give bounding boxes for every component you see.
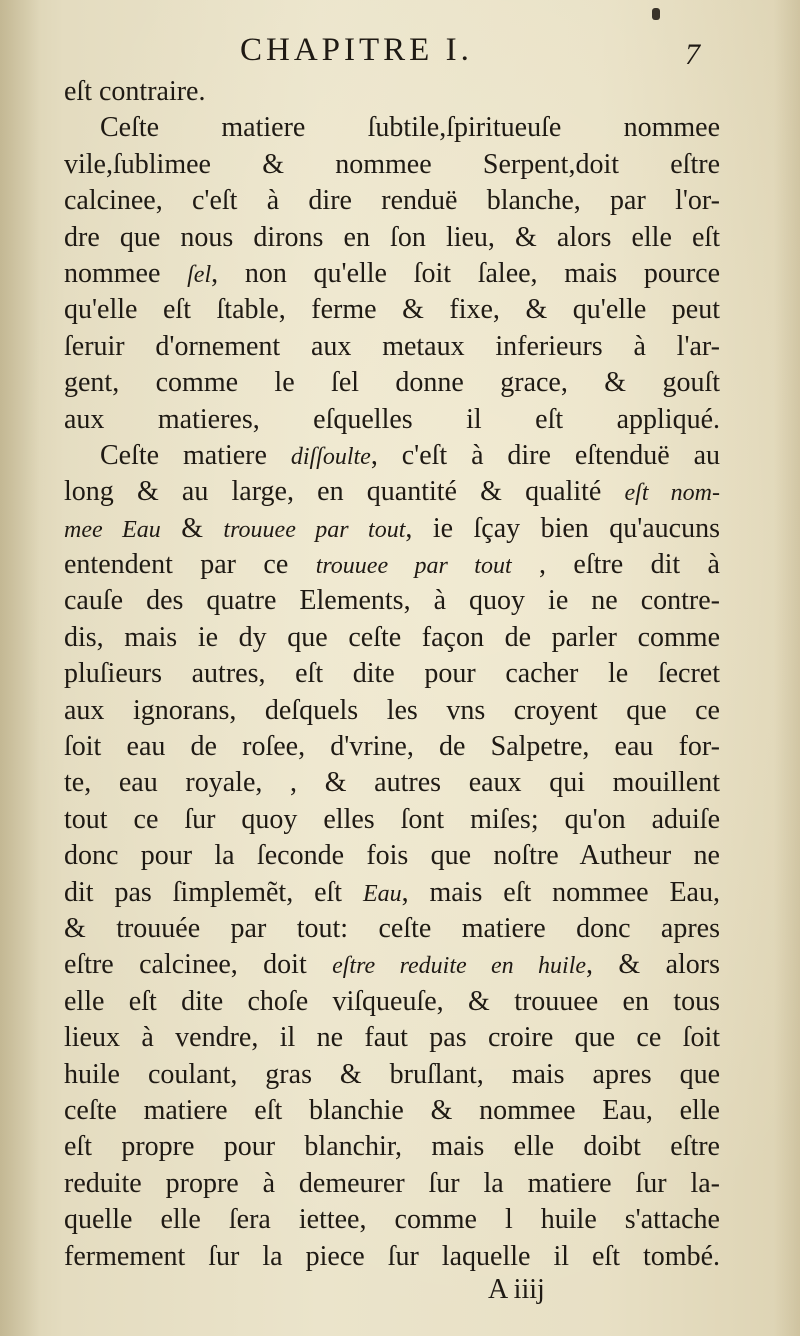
- text-line: [64, 1239, 720, 1275]
- text-line: [64, 1166, 720, 1202]
- text-segment: ceſte matiere eſt blanchie & nommee Eau, elle: [64, 1094, 720, 1126]
- text-line: [64, 256, 720, 292]
- text-segment: huile coulant, gras & bruſlant, mais apres que: [64, 1058, 720, 1090]
- text-line: [64, 1093, 720, 1129]
- text-line: [64, 74, 720, 110]
- text-line: [64, 583, 720, 619]
- text-segment: , & alors: [586, 949, 720, 981]
- text-segment: te, eau royale, , & autres eaux qui mouillent: [64, 767, 720, 799]
- text-segment: , c'eſt à dire eſtenduë au: [370, 439, 720, 471]
- text-line: [64, 365, 720, 401]
- text-segment: quelle elle ſera iettee, comme l huile s'attache: [64, 1204, 720, 1236]
- text-line: [64, 984, 720, 1020]
- body-text: [64, 74, 720, 1275]
- text-line: [64, 1057, 720, 1093]
- text-line: [64, 1129, 720, 1165]
- text-segment: dis, mais ie dy que ceſte façon de parler comme: [64, 621, 720, 653]
- italic-text-segment: trouuee par tout: [315, 553, 512, 580]
- text-segment: long & au large, en quantité & qualité: [64, 476, 625, 508]
- text-segment: lieux à vendre, il ne faut pas croire que ce ſoit: [64, 1022, 720, 1054]
- text-line: [64, 875, 720, 911]
- page-shadow-left: [0, 0, 40, 1336]
- text-line: [64, 292, 720, 328]
- text-segment: tout ce ſur quoy elles ſont miſes; qu'on aduiſe: [64, 803, 720, 835]
- italic-text-segment: trouuee par tout: [223, 516, 406, 543]
- text-segment: pluſieurs autres, eſt dite pour cacher le ſecret: [64, 658, 720, 690]
- italic-text-segment: eſt nom-: [624, 480, 720, 507]
- text-segment: , ie ſçay bien qu'aucuns: [405, 512, 720, 544]
- italic-text-segment: mee Eau: [64, 516, 161, 543]
- text-segment: donc pour la ſeconde fois que noſtre Autheur ne: [64, 840, 720, 872]
- italic-text-segment: Eau: [362, 880, 402, 907]
- text-line: [64, 438, 720, 474]
- italic-text-segment: diſſoulte: [290, 443, 371, 470]
- text-segment: fermement ſur la piece ſur laquelle il eſt tombé.: [64, 1240, 720, 1272]
- text-line: [64, 802, 720, 838]
- signature-mark: A iiij: [488, 1274, 545, 1305]
- text-segment: dit pas ſimplemẽt, eſt: [64, 876, 363, 908]
- text-segment: reduite propre à demeurer ſur la matiere ſur la-: [64, 1167, 720, 1199]
- text-line: [64, 547, 720, 583]
- text-segment: eſt propre pour blanchir, mais elle doibt eſtre: [64, 1131, 720, 1163]
- text-segment: vile,ſublimee & nommee Serpent,doit eſtre: [64, 148, 720, 180]
- text-line: [64, 693, 720, 729]
- text-line: [64, 402, 720, 438]
- text-segment: & trouuée par tout: ceſte matiere donc apres: [64, 912, 720, 944]
- text-segment: &: [160, 512, 224, 544]
- chapter-title: CHAPITRE I.: [240, 32, 473, 68]
- text-segment: Ceſte matiere: [100, 439, 291, 471]
- text-segment: , mais eſt nommee Eau,: [401, 876, 720, 908]
- text-line: [64, 511, 720, 547]
- text-line: [64, 329, 720, 365]
- text-segment: eſtre calcinee, doit: [64, 949, 333, 981]
- text-segment: ſoit eau de roſee, d'vrine, de Salpetre, eau for-: [64, 731, 720, 763]
- page-number: 7: [685, 38, 700, 71]
- text-segment: entendent par ce: [64, 549, 316, 581]
- text-line: [64, 474, 720, 510]
- text-line: [64, 947, 720, 983]
- text-line: [64, 1020, 720, 1056]
- text-line: [64, 656, 720, 692]
- italic-text-segment: ſel: [187, 261, 212, 288]
- text-segment: ſeruir d'ornement aux metaux inferieurs à l'ar-: [64, 330, 720, 362]
- text-line: [64, 765, 720, 801]
- text-segment: dre que nous dirons en ſon lieu, & alors elle eſt: [64, 221, 720, 253]
- text-segment: nommee: [64, 257, 188, 289]
- text-line: [64, 838, 720, 874]
- text-line: [64, 183, 720, 219]
- text-line: [64, 110, 720, 146]
- text-segment: qu'elle eſt ſtable, ferme & fixe, & qu'elle peut: [64, 294, 720, 326]
- text-line: [64, 147, 720, 183]
- text-line: [64, 620, 720, 656]
- italic-text-segment: eſtre reduite en huile: [332, 953, 587, 980]
- page-shadow-right: [774, 0, 800, 1336]
- text-line: [64, 911, 720, 947]
- text-segment: aux matieres, eſquelles il eſt appliqué.: [64, 403, 720, 435]
- text-segment: eſt contraire.: [64, 76, 206, 107]
- text-line: [64, 729, 720, 765]
- text-segment: gent, comme le ſel donne grace, & gouſt: [64, 367, 720, 399]
- text-segment: aux ignorans, deſquels les vns croyent que ce: [64, 694, 720, 726]
- running-header: [240, 32, 720, 76]
- ink-mark: [652, 8, 660, 20]
- text-segment: , non qu'elle ſoit ſalee, mais pource: [211, 257, 720, 289]
- text-segment: cauſe des quatre Elements, à quoy ie ne contre-: [64, 585, 720, 617]
- text-segment: Ceſte matiere ſubtile,ſpiritueuſe nommee: [100, 112, 720, 144]
- text-segment: elle eſt dite choſe viſqueuſe, & trouuee en tous: [64, 985, 720, 1017]
- text-segment: calcinee, c'eſt à dire renduë blanche, par l'or-: [64, 185, 720, 217]
- text-segment: , eſtre dit à: [511, 549, 720, 581]
- text-line: [64, 1202, 720, 1238]
- text-line: [64, 220, 720, 256]
